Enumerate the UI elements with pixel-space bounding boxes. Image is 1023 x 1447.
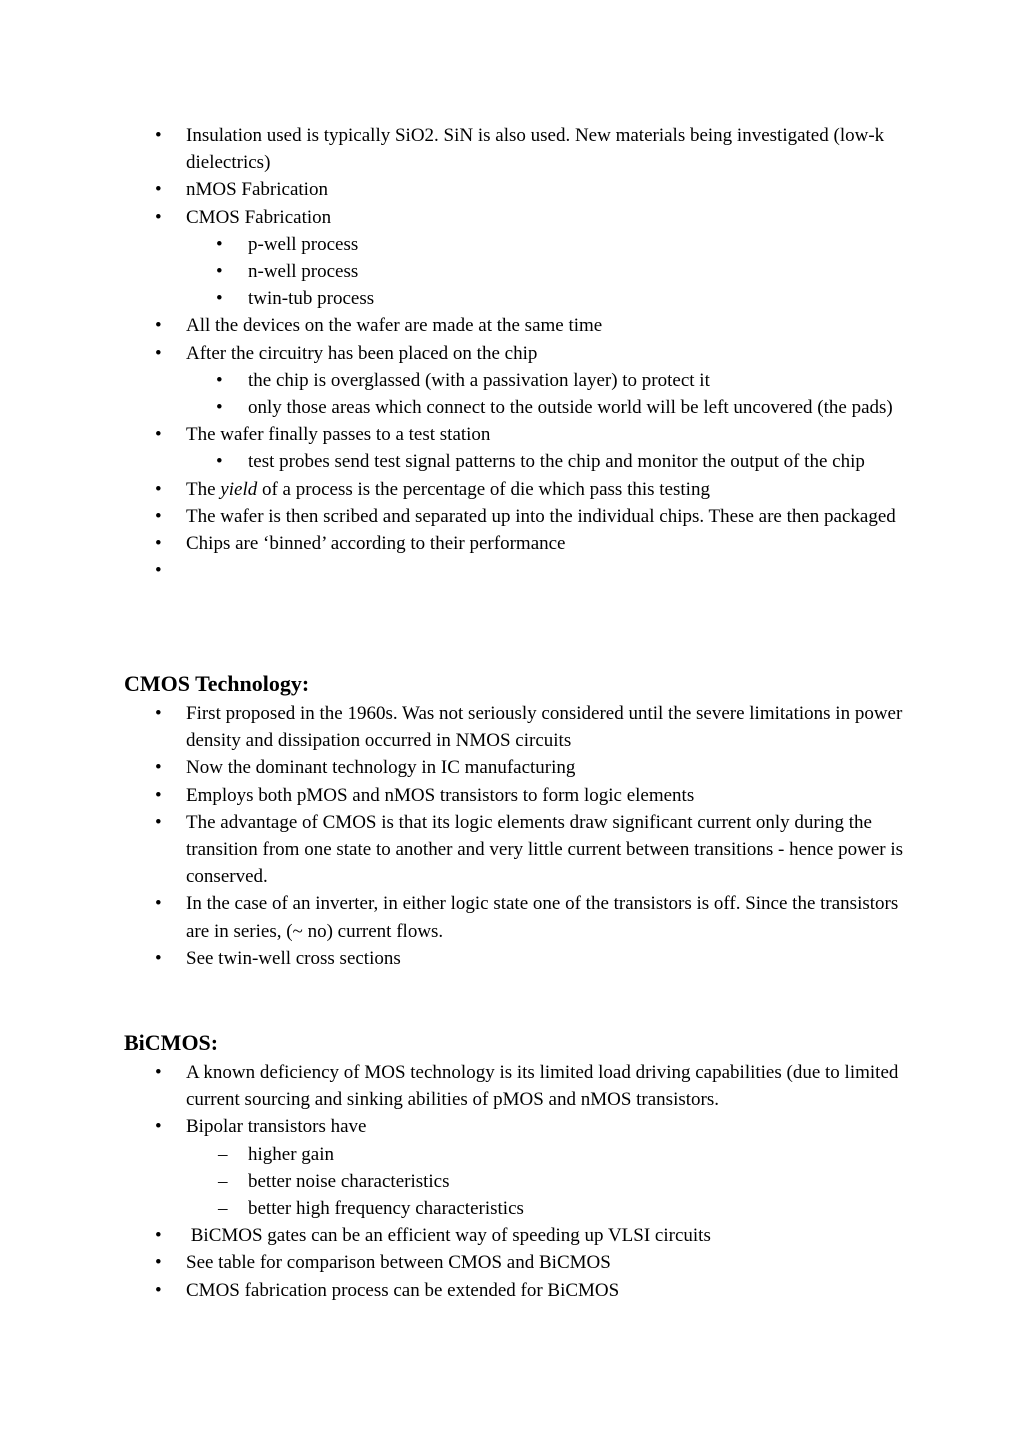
list-item-text: After the circuitry has been placed on the chip [186, 342, 538, 364]
cmos-technology-heading: CMOS Technology: [124, 671, 310, 696]
list-item-text: Chips are ‘binned’ according to their performance [186, 533, 566, 555]
list-item-text: Employs both pMOS and nMOS transistors to form logic elements [186, 784, 695, 806]
bullet-marker: • [155, 533, 162, 555]
sub-list-item [0, 448, 1023, 475]
list-item-text: better noise characteristics [248, 1170, 450, 1192]
list-item [0, 890, 1023, 944]
list-item-text: The wafer is then scribed and separated up into the individual chips. These are then packaged [186, 505, 896, 527]
list-item [0, 1249, 1023, 1276]
bullet-marker: • [155, 784, 162, 806]
sub-list-item [0, 1195, 1023, 1222]
bullet-marker: • [216, 233, 223, 255]
list-item-text: First proposed in the 1960s. Was not seriously considered until the severe limitations in power density and dissipation occurred in NMOS circuits [186, 703, 903, 752]
list-item [0, 1277, 1023, 1304]
list-item [0, 340, 1023, 367]
fabrication-list [0, 122, 1023, 584]
bullet-marker: • [155, 560, 162, 582]
sub-list-item [0, 258, 1023, 285]
yield-pre-text: The [186, 478, 216, 500]
sub-list-item [0, 1168, 1023, 1195]
bullet-marker: • [155, 424, 162, 446]
bullet-marker: • [155, 703, 162, 724]
bullet-marker: • [155, 125, 162, 146]
sub-list-item [0, 1141, 1023, 1168]
dash-marker: – [218, 1198, 228, 1220]
list-item [0, 1222, 1023, 1249]
bullet-marker: • [155, 947, 162, 969]
dash-marker: – [218, 1170, 228, 1192]
list-item [0, 503, 1023, 530]
list-item-text: All the devices on the wafer are made at the same time [186, 315, 603, 337]
list-item [0, 945, 1023, 972]
bullet-marker: • [155, 342, 162, 364]
bullet-marker: • [216, 397, 223, 419]
list-item-text: test probes send test signal patterns to the chip and monitor the output of the chip [248, 451, 865, 473]
list-item-text: Bipolar transistors have [186, 1116, 367, 1138]
list-item-text: twin-tub process [248, 288, 375, 310]
list-item [0, 204, 1023, 231]
list-item-text: better high frequency characteristics [248, 1198, 524, 1220]
list-item [0, 530, 1023, 557]
list-item [0, 782, 1023, 809]
bullet-marker: • [155, 757, 162, 779]
yield-term: yield [220, 478, 258, 500]
list-item [0, 1113, 1023, 1140]
list-item-text: nMOS Fabrication [186, 179, 328, 201]
bicmos-heading: BiCMOS: [124, 1030, 219, 1055]
list-item-text: See twin-well cross sections [186, 947, 401, 969]
list-item-text: higher gain [248, 1143, 335, 1165]
list-item [0, 1059, 1023, 1113]
bullet-marker: • [155, 1225, 162, 1247]
list-item [0, 754, 1023, 781]
list-item-text: BiCMOS gates can be an efficient way of speeding up VLSI circuits [186, 1225, 711, 1247]
bullet-marker: • [155, 1116, 162, 1138]
list-item-text: p-well process [248, 233, 359, 255]
sub-list-item [0, 394, 1023, 421]
list-item-text: A known deficiency of MOS technology is its limited load driving capabilities (due to limited current sourcing and sinking abilities of pMOS and nMOS transistors. [186, 1062, 899, 1111]
list-item-text: In the case of an inverter, in either logic state one of the transistors is off. Since the transistors are in series, (~ no) current flows. [186, 893, 899, 942]
yield-post-text: of a process is the percentage of die which pass this testing [261, 478, 710, 500]
list-item-text: CMOS Fabrication [186, 206, 332, 228]
bullet-marker: • [155, 811, 162, 833]
list-item [0, 176, 1023, 203]
list-item-text: The advantage of CMOS is that its logic elements draw significant current only during the transition from one state to another and very little current between transitions - hence power is conserved. [186, 811, 904, 888]
list-item-text: The wafer finally passes to a test station [186, 424, 491, 446]
list-item [0, 809, 1023, 891]
bullet-marker: • [155, 315, 162, 337]
list-item-empty [0, 557, 1023, 584]
list-item-text: Insulation used is typically SiO2. SiN is also used. New materials being investigated (low-k dielectrics) [186, 125, 885, 174]
bullet-marker: • [155, 179, 162, 201]
bullet-marker: • [155, 893, 162, 915]
bicmos-list [0, 1059, 1023, 1304]
bullet-marker: • [155, 1252, 162, 1274]
sub-list-item [0, 367, 1023, 394]
list-item-text: n-well process [248, 261, 359, 283]
list-item [0, 122, 1023, 176]
bullet-marker: • [216, 451, 223, 473]
list-item [0, 476, 1023, 503]
bullet-marker: • [155, 206, 162, 228]
list-item [0, 700, 1023, 754]
bullet-marker: • [155, 478, 162, 500]
cmos-technology-list [0, 700, 1023, 972]
list-item-text: See table for comparison between CMOS and BiCMOS [186, 1252, 611, 1274]
list-item-text: CMOS fabrication process can be extended for BiCMOS [186, 1279, 620, 1301]
list-item-text: the chip is overglassed (with a passivation layer) to protect it [248, 369, 710, 391]
bullet-marker: • [216, 261, 223, 283]
list-item [0, 312, 1023, 339]
bullet-marker: • [216, 288, 223, 310]
sub-list-item [0, 285, 1023, 312]
dash-marker: – [218, 1143, 228, 1165]
bullet-marker: • [216, 369, 223, 391]
sub-list-item [0, 231, 1023, 258]
bullet-marker: • [155, 505, 162, 527]
list-item [0, 421, 1023, 448]
bullet-marker: • [155, 1062, 162, 1083]
list-item-text: only those areas which connect to the outside world will be left uncovered (the pads) [248, 397, 893, 419]
list-item-text: Now the dominant technology in IC manufacturing [186, 757, 576, 779]
bullet-marker: • [155, 1279, 162, 1301]
